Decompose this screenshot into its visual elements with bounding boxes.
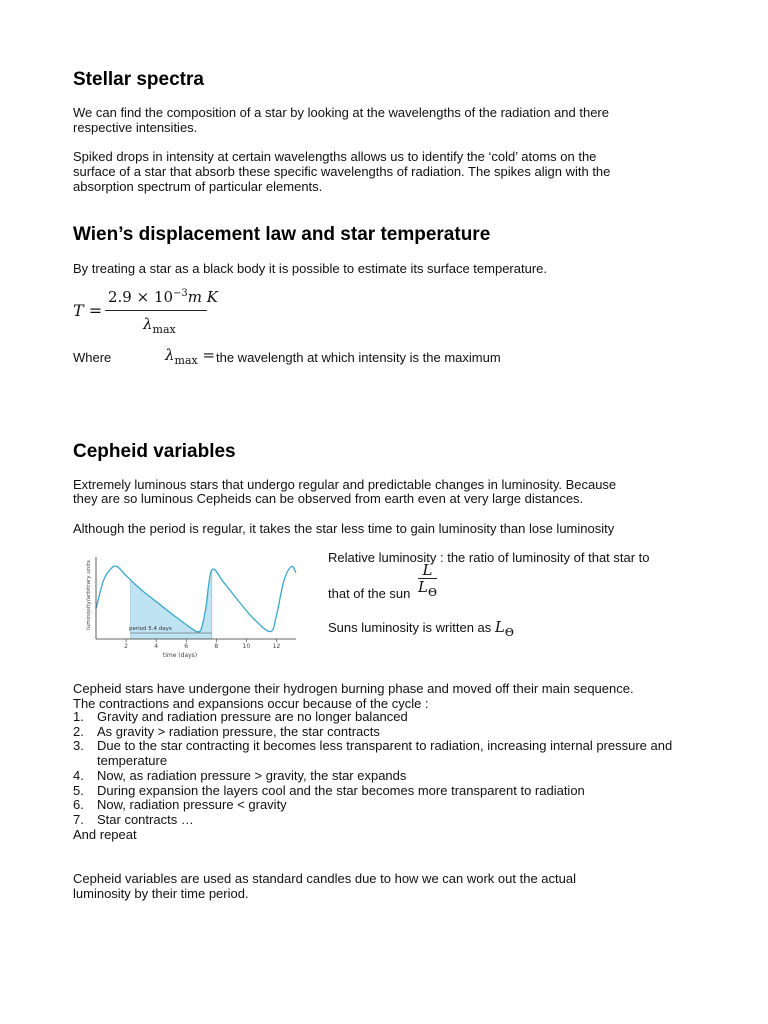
lambda-symbol: λ (143, 315, 153, 333)
wien-formula (73, 288, 253, 338)
relative-frac-bottom-L: L (418, 578, 428, 596)
cycle-step-7 (73, 813, 693, 828)
chart-x-tick-label: 8 (214, 643, 219, 650)
heading-wien: Wien’s displacement law and star temperature (73, 224, 491, 245)
cycle-step-number: 1. (73, 709, 84, 724)
stellar-para1-line1: We can find the composition of a star by looking at the wavelengths of the radiation and there (73, 105, 609, 120)
suns-L: L (494, 618, 505, 636)
candles-line2: luminosity by their time period. (73, 886, 249, 901)
chart-period-annotation: period 5.4 days (129, 626, 172, 632)
where-definition: the wavelength at which intensity is the maximum (216, 350, 501, 365)
wien-intro: By treating a star as a black body it is possible to estimate its surface temperature. (73, 261, 547, 276)
cycle-step-text: During expansion the layers cool and the star becomes more transparent to radiation (97, 782, 585, 798)
heading-stellar-spectra: Stellar spectra (73, 69, 204, 90)
cycle-step-number: 3. (73, 738, 84, 754)
relative-fraction (418, 562, 437, 601)
stellar-para1-line2: respective intensities. (73, 120, 198, 135)
relative-frac-bottom (418, 578, 437, 601)
chart-xlabel: time (days) (162, 652, 198, 659)
chart-series-line-luminosity (96, 566, 296, 632)
cycle-step-text: Now, as radiation pressure > gravity, the star expands (97, 767, 407, 783)
where-label: Where (73, 350, 112, 365)
chart-x-tick-label: 2 (124, 643, 128, 650)
cycle-step-text: Gravity and radiation pressure are no longer balanced (97, 709, 408, 724)
cycle-step-number: 4. (73, 767, 84, 783)
cycle-step-number: 5. (73, 782, 84, 798)
relative-luminosity-line1: Relative luminosity : the ratio of luminosity of that star to (328, 550, 650, 565)
formula-exponent: −3 (173, 288, 188, 299)
where-lambda-symbol: λ (165, 346, 175, 364)
suns-luminosity-symbol (494, 618, 514, 639)
suns-luminosity-text: Suns luminosity is written as (328, 620, 492, 635)
relative-frac-top: L (422, 561, 433, 579)
cycle-step-3 (73, 739, 693, 768)
where-lambda (165, 348, 215, 368)
where-equals: = (202, 346, 216, 364)
stellar-para2-line3: absorption spectrum of particular elements. (73, 179, 323, 194)
cycle-step-6 (73, 798, 693, 813)
chart-x-tick-label: 12 (272, 643, 281, 650)
cepheid-light-curve-chart (82, 555, 300, 663)
cycle-step-text: Due to the star contracting it becomes less transparent to radiation, increasing internal pressure and temperature (97, 738, 673, 769)
chart-x-tick-label: 10 (242, 643, 251, 650)
cycle-step-number: 2. (73, 723, 84, 739)
formula-lhs: T = (73, 301, 103, 320)
cycle-step-5 (73, 784, 693, 799)
cycle-step-text: Star contracts … (97, 811, 194, 827)
cepheid-para2: Although the period is regular, it takes the star less time to gain luminosity than lose luminosity (73, 521, 615, 536)
formula-numerator (108, 288, 218, 306)
chart-x-tick-label: 4 (154, 643, 159, 650)
stellar-para2-line2: surface of a star that absorb these specific wavelengths of radiation. The spikes align with the (73, 164, 611, 179)
relative-frac-bottom-sub: Θ (428, 586, 438, 599)
cycle-intro-line1: Cepheid stars have undergone their hydrogen burning phase and moved off their main sequence. (73, 681, 634, 696)
heading-cepheid: Cepheid variables (73, 441, 236, 462)
cycle-intro-line2: The contractions and expansions occur because of the cycle : (73, 696, 429, 711)
stellar-para2-line1: Spiked drops in intensity at certain wavelengths allows us to identify the ‘cold’ atoms on the (73, 149, 597, 164)
cycle-steps-list (73, 710, 693, 828)
relative-luminosity-line2 (328, 560, 437, 599)
cycle-step-number: 7. (73, 811, 84, 827)
where-lambda-sub: max (174, 354, 198, 367)
candles-line1: Cepheid variables are used as standard candles due to how we can work out the actual (73, 871, 576, 886)
and-repeat: And repeat (73, 827, 137, 842)
cycle-step-2 (73, 725, 693, 740)
cycle-step-1 (73, 710, 693, 725)
formula-denominator (143, 315, 176, 336)
chart-x-tick-label: 6 (184, 643, 189, 650)
relative-line2-text: that of the sun (328, 585, 411, 601)
cycle-step-number: 6. (73, 797, 84, 813)
fraction-bar (105, 310, 207, 311)
formula-units: m K (187, 288, 218, 306)
cycle-step-4 (73, 769, 693, 784)
chart-ylabel: luminosity/arbitrary units (86, 560, 92, 630)
lambda-subscript: max (152, 323, 176, 336)
cycle-step-text: As gravity > radiation pressure, the star contracts (97, 723, 380, 739)
cycle-step-text: Now, radiation pressure < gravity (97, 797, 287, 813)
cepheid-para1-line2: they are so luminous Cepheids can be observed from earth even at very large distances. (73, 491, 584, 506)
suns-luminosity-line (328, 620, 514, 640)
formula-numerator-value: 2.9 × 10 (108, 288, 174, 306)
suns-sub: Θ (504, 626, 514, 639)
cepheid-para1-line1: Extremely luminous stars that undergo regular and predictable changes in luminosity. Because (73, 477, 617, 492)
